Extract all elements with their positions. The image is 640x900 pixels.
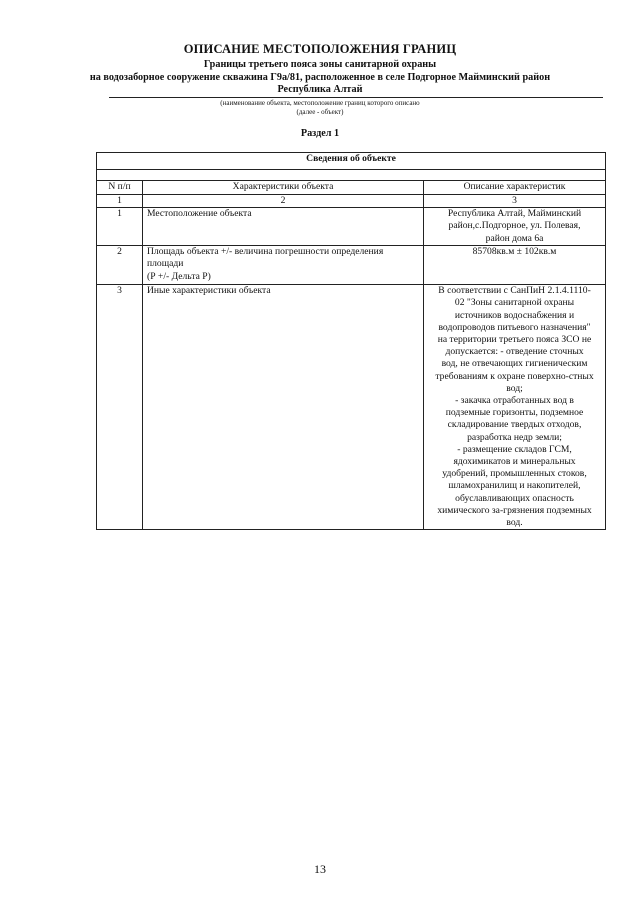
- row-description: Республика Алтай, Майминский район,с.Подгорное, ул. Полевая, район дома 6а: [424, 208, 606, 246]
- header-cell-description: Описание характеристик: [424, 181, 606, 195]
- header-cell-characteristics: Характеристики объекта: [143, 181, 424, 195]
- object-info-table: [96, 152, 606, 530]
- table-spacer: [97, 170, 606, 181]
- row-number: 2: [97, 246, 143, 285]
- subtitle-line-2: на водозаборное сооружение скважина Г9а/81, расположенное в селе Подгорное Майминский район: [89, 71, 551, 83]
- row-description: 85708кв.м ± 102кв.м: [424, 246, 606, 285]
- column-number-row: [97, 195, 606, 208]
- section-heading: Раздел 1: [300, 128, 340, 139]
- caption-note-2: (далее - объект): [296, 107, 344, 116]
- document-title: ОПИСАНИЕ МЕСТОПОЛОЖЕНИЯ ГРАНИЦ: [183, 42, 457, 56]
- table-caption-row: [97, 153, 606, 170]
- row-number: 1: [97, 208, 143, 246]
- header-cell-number: N п/п: [97, 181, 143, 195]
- row-characteristic: Местоположение объекта: [143, 208, 424, 246]
- row-description: В соответствии с СанПиН 2.1.4.1110- 02 "Зоны санитарной охраны источников водоснабжения и водопроводов питьевого назначения" на территории третьего пояса ЗСО не допускается: - отведение сточных вод, не отвечающих гигиеническим требованиям к охране поверхно-стных вод; - закачка отработанных вод в подземные горизонты, подземное складирование твердых отходов, разработка недр земли; - размещение складов ГСМ, ядохимикатов и минеральных удобрений, промышленных стоков, шламохранилищ и накопителей, обуславливающих опасность химического за-грязнения подземных вод.: [424, 285, 606, 530]
- table-spacer-row: [97, 170, 606, 181]
- column-number-cell: 2: [143, 195, 424, 208]
- row-number: 3: [97, 285, 143, 530]
- row-characteristic: Площадь объекта +/- величина погрешности определения площади (Р +/- Дельта Р): [143, 246, 424, 285]
- table-row: [97, 208, 606, 246]
- row-characteristic: Иные характеристики объекта: [143, 285, 424, 530]
- underline-rule: [109, 97, 603, 98]
- table-header-row: [97, 181, 606, 195]
- column-number-cell: 3: [424, 195, 606, 208]
- caption-note-1: (наименование объекта, местоположение границ которого описано: [220, 98, 420, 107]
- table-caption: Сведения об объекте: [97, 153, 606, 170]
- subtitle-line-1: Границы третьего пояса зоны санитарной охраны: [203, 59, 437, 70]
- column-number-cell: 1: [97, 195, 143, 208]
- table-row: [97, 285, 606, 530]
- table-row: [97, 246, 606, 285]
- subtitle-line-3: Республика Алтай: [277, 84, 363, 95]
- page-number: 13: [314, 862, 326, 876]
